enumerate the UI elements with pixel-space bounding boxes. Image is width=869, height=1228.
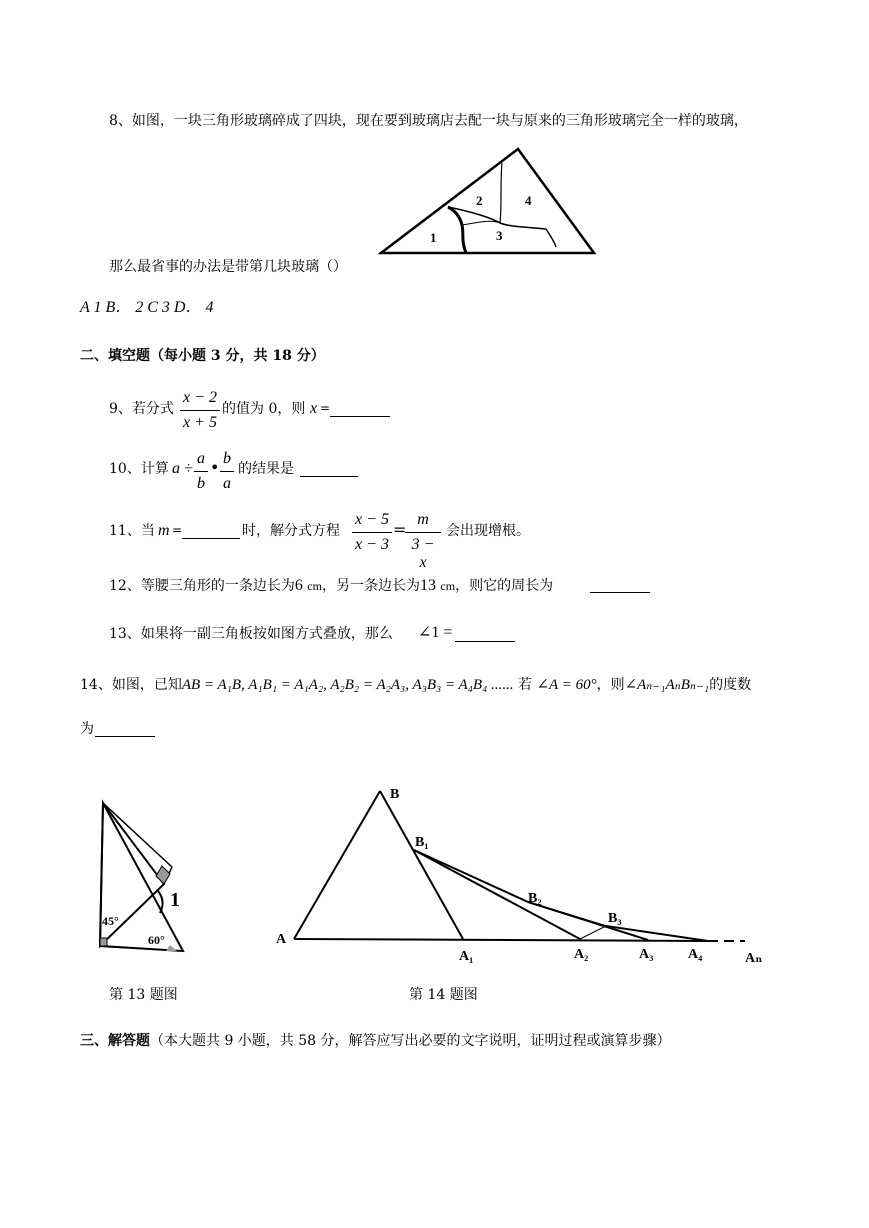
- fig14-label-A4: A₄: [688, 947, 703, 962]
- right-angle-mark: [100, 938, 107, 946]
- q13-answer-blank[interactable]: [455, 627, 515, 642]
- q12-answer-blank[interactable]: [590, 578, 650, 593]
- q10-frac2-num: b: [220, 450, 234, 472]
- q10-fraction-1: [194, 450, 208, 493]
- fig14-label-B1: B₁: [415, 835, 429, 850]
- triangle-edge: [103, 803, 172, 867]
- q8-line2: 那么最省事的办法是带第几块玻璃（）: [109, 259, 347, 275]
- crack-line: [462, 221, 500, 225]
- fig13-set-squares: [90, 795, 200, 955]
- crack-line: [500, 163, 502, 223]
- fig14-label-A3: A₃: [639, 947, 654, 962]
- q12-value-2: 13: [419, 577, 436, 594]
- q14-mid2: ，则: [596, 677, 625, 693]
- q10-frac2-den: a: [223, 475, 231, 492]
- q12-line: [109, 578, 553, 594]
- fig14-label-A1: A₁: [459, 949, 474, 964]
- fig14-label-B2: B₂: [528, 891, 542, 906]
- fig14-label-A: A: [276, 932, 287, 947]
- q11-lhs-num: x − 5: [352, 511, 392, 533]
- fig14-label-A2: A₂: [574, 947, 589, 962]
- q10-dot: •: [210, 458, 220, 477]
- q9-answer-blank[interactable]: [330, 402, 390, 417]
- q14-mid: 若: [518, 677, 533, 693]
- section2-heading: 二、填空题（每小题 3 分，共 18 分）: [80, 348, 325, 364]
- fig13-label-1: 1: [170, 889, 180, 911]
- q9-numerator: x − 2: [180, 389, 220, 411]
- piece-label-3: 3: [496, 228, 503, 243]
- triangle-60: [100, 803, 183, 951]
- q9-suffix: 的值为 0，则: [222, 401, 306, 417]
- q9-variable: x: [310, 400, 318, 417]
- fig14-caption: 第 14 题图: [409, 987, 478, 1003]
- q14-line1: [80, 678, 751, 693]
- piece-label-1: 1: [430, 230, 437, 245]
- q9-fraction: [180, 389, 220, 432]
- angle-mark-60: [166, 945, 177, 951]
- section3-note: （本大题共 9 小题，共 58 分，解答应写出必要的文字说明，证明过程或演算步骤）: [150, 1033, 671, 1049]
- fig13-label-45: 45°: [102, 914, 119, 928]
- fig14-label-B: B: [390, 787, 400, 802]
- q12-text-c: ，则它的周长为: [455, 578, 554, 594]
- q11-rhs-den: 3 − x: [411, 536, 435, 571]
- q14-answer-blank[interactable]: [95, 722, 155, 737]
- q13-text: 13、如果将一副三角板按如图方式叠放，那么: [109, 626, 393, 642]
- segment-BA1: [380, 791, 463, 939]
- q10-prefix: 10、计算: [109, 461, 169, 477]
- q8-line1: 8、如图，一块三角形玻璃碎成了四块，现在要到玻璃店去配一块与原来的三角形玻璃完全一样的玻璃，: [109, 113, 748, 129]
- q14-prefix: 14、如图，已知: [80, 677, 182, 693]
- q11-answer-blank[interactable]: [182, 524, 240, 539]
- segment-B3A4: [606, 926, 708, 941]
- section3-heading: 三、解答题: [80, 1033, 150, 1049]
- q10-expr: a ÷: [172, 460, 193, 477]
- q11-mid: 时，解分式方程: [242, 523, 340, 539]
- q9-prefix: 9、若分式: [109, 401, 174, 417]
- q11-variable: m: [158, 522, 170, 539]
- q13-angle: ∠1 =: [418, 624, 453, 641]
- q12-text-a: 12、等腰三角形的一条边长为: [109, 578, 295, 594]
- fig14-label-An: Aₙ: [745, 951, 763, 966]
- q12-unit-1: cm: [307, 579, 322, 593]
- q12-text-b: ，另一条边长为: [321, 578, 420, 594]
- q10-frac1-num: a: [194, 450, 208, 472]
- q11-equals: =: [172, 523, 183, 537]
- q10-answer-blank[interactable]: [300, 462, 358, 477]
- q11-rhs-num: m: [405, 511, 441, 533]
- q12-value-1: 6: [294, 577, 303, 594]
- q10-fraction-2: [220, 450, 234, 493]
- fig14-label-B3: B₃: [608, 911, 622, 926]
- q14-condition: AB = A₁B, A₁B₁ = A₁A₂, A₂B₂ = A₂A₃, A₃B₃ = A₄B₄ ......: [181, 677, 514, 693]
- q11-rhs-fraction: [405, 511, 441, 572]
- segment-AB: [294, 791, 380, 939]
- q8-triangle-figure: [378, 145, 598, 257]
- fig13-label-60: 60°: [148, 933, 165, 947]
- q14-target-angle: ∠Aₙ₋₁AₙBₙ₋₁: [624, 677, 710, 693]
- q10-frac1-den: b: [197, 475, 205, 492]
- segment-A3B3: [580, 926, 606, 939]
- fig13-caption: 第 13 题图: [109, 987, 178, 1003]
- piece-label-2: 2: [476, 193, 483, 208]
- q10-suffix: 的结果是: [238, 461, 294, 477]
- q12-unit-2: cm: [440, 579, 456, 593]
- segment-A2B2: [414, 850, 528, 902]
- fig14-triangles: [270, 780, 770, 970]
- q11-lhs-fraction: [352, 511, 392, 554]
- q11-prefix: 11、当: [109, 523, 155, 539]
- section3-heading-line: [80, 1034, 671, 1048]
- q14-angle-condition: ∠A = 60°: [536, 677, 597, 693]
- piece-label-4: 4: [525, 193, 532, 208]
- q14-line2: 为: [80, 721, 94, 737]
- q11-eq-sign: =: [393, 520, 407, 539]
- q8-options: A 1 B． 2 C 3 D． 4: [80, 299, 214, 316]
- q14-suffix: 的度数: [709, 677, 752, 693]
- q11-suffix: 会出现增根。: [446, 523, 530, 539]
- q9-equals: =: [320, 401, 331, 415]
- right-angle-mark: [156, 866, 170, 884]
- glass-triangle-outline: [381, 149, 594, 253]
- q11-lhs-den: x − 3: [355, 536, 389, 553]
- q9-denominator: x + 5: [183, 414, 217, 431]
- crack-line: [448, 207, 466, 253]
